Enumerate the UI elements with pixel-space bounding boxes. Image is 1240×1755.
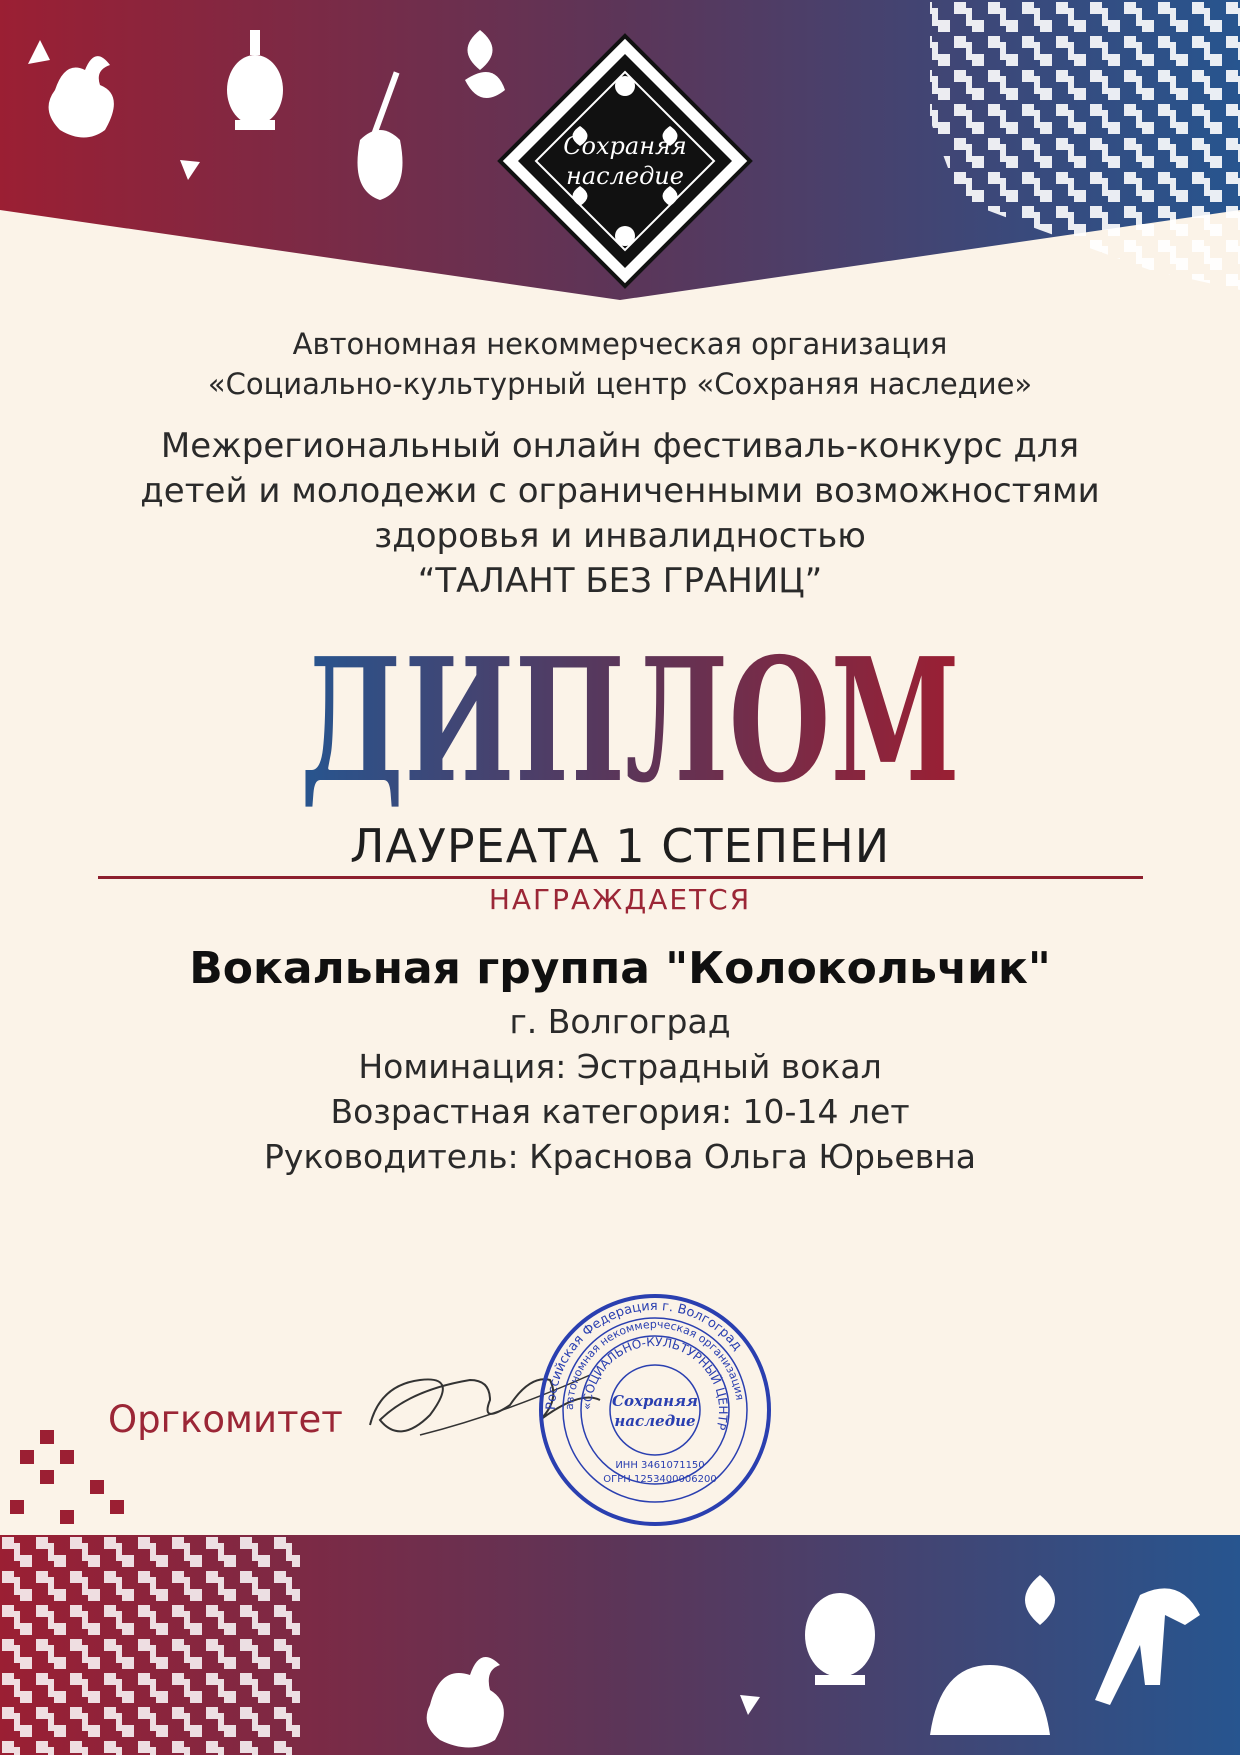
- festival-title: “ТАЛАНТ БЕЗ ГРАНИЦ”: [417, 561, 823, 601]
- stamp-center-line2: наследие: [614, 1412, 696, 1430]
- divider-line: [98, 876, 1143, 879]
- bottom-left-weave-ornament: [0, 1420, 200, 1540]
- recipient-name: Вокальная группа "Колокольчик": [189, 943, 1051, 994]
- stamp-mid-text: автономная некоммерческая организация: [562, 1317, 747, 1411]
- festival-line2: детей и молодежи с ограниченными возможностями: [140, 471, 1100, 511]
- recipient-nomination: Номинация: Эстрадный вокал: [358, 1047, 882, 1086]
- organizing-committee-label: Оргкомитет: [108, 1398, 343, 1441]
- laureate-degree: ЛАУРЕАТА 1 СТЕПЕНИ: [349, 819, 891, 873]
- stamp-center-line1: Сохраняя: [612, 1392, 698, 1410]
- organization-line2: «Социально-культурный центр «Сохраняя наследие»: [207, 367, 1033, 401]
- logo-text-line2: наследие: [566, 162, 684, 190]
- stamp-outer-text: Российская Федерация г. Волгоград: [543, 1298, 745, 1411]
- stamp-ogrn: ОГРН 1253400006200: [603, 1474, 717, 1485]
- stamp-inn: ИНН 3461071150: [615, 1460, 705, 1471]
- diploma-title-text: ДИПЛОМ: [300, 621, 960, 821]
- organization-line1: Автономная некоммерческая организация: [292, 327, 948, 361]
- recipient-leader: Руководитель: Краснова Ольга Юрьевна: [264, 1137, 976, 1176]
- recipient-city: г. Волгоград: [509, 1002, 731, 1041]
- official-stamp: [535, 1290, 775, 1530]
- logo: [500, 36, 750, 286]
- diploma-title: [280, 620, 980, 820]
- stamp-inner-text: «СОЦИАЛЬНО-КУЛЬТУРНЫЙ ЦЕНТР: [579, 1334, 731, 1432]
- logo-text-line1: Сохраняя: [563, 132, 687, 160]
- bottom-ornament-band: [0, 1535, 1240, 1755]
- recipient-age-category: Возрастная категория: 10-14 лет: [330, 1092, 910, 1131]
- festival-line3: здоровья и инвалидностью: [374, 516, 866, 556]
- festival-line1: Межрегиональный онлайн фестиваль-конкурс для: [160, 426, 1080, 466]
- awarded-label: НАГРАЖДАЕТСЯ: [488, 883, 752, 916]
